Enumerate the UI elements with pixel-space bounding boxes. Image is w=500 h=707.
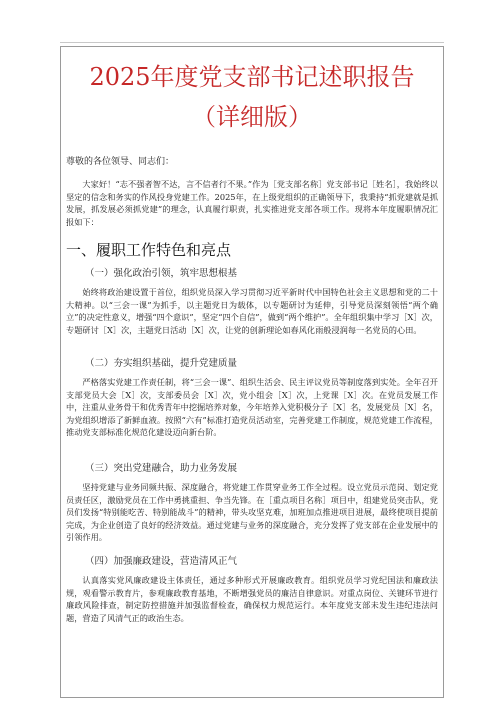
report-title: 2025年度党支部书记述职报告 [89,63,415,91]
subsection-text-3: 坚持党建与业务同频共振、深度融合，将党建工作贯穿业务工作全过程。设立党员示范岗、划定党员责任区，激励党员在工作中勇挑重担、争当先锋。在［重点项目名称］项目中，组建党员突击队，党员们发扬“特别能吃苦、特别能战斗”的精神，带头攻坚克难，加班加点推进项目进展，最终使项目提前完成，为企业创造了良好的经济效益。通过党建与业务的深度融合，充分发挥了党支部在企业发展中的引领作用。 [66,482,438,543]
subsection-text-4: 认真落实党风廉政建设主体责任，通过多种形式开展廉政教育。组织党员学习党纪国法和廉政法规，观看警示教育片，参观廉政教育基地，不断增强党员的廉洁自律意识。对重点岗位、关键环节进行廉政风险排查，制定防控措施并加强监督检查，确保权力规范运行。本年度党支部未发生违纪违法问题，营造了风清气正的政治生态。 [66,575,438,623]
section-heading-1: 一、履职工作特色和亮点 [66,241,232,259]
subsection-heading-4: （四）加强廉政建设，营造清风正气 [85,556,238,567]
intro-paragraph: 大家好！“志不强者智不达，言不信者行不果。”作为［党支部名称］党支部书记［姓名］，我始终以坚定的信念和务实的作风投身党建工作。2025年，在上级党组织的正确领导下，我秉持“抓党建就是抓发展，抓发展必须抓党建”的理念，认真履行职责，扎实推进党支部各项工作。现将本年度履职情况汇报如下： [66,179,438,227]
report-subtitle: （详细版） [192,103,312,131]
salutation: 尊敬的各位领导、同志们： [66,157,175,167]
subsection-heading-3: （三）突出党建融合，助力业务发展 [85,463,238,474]
subsection-text-2: 严格落实党建工作责任制，将“三会一课”、组织生活会、民主评议党员等制度落到实处。全年召开支部党员大会［X］次，支部委员会［X］次，党小组会［X］次，上党课［X］次。在党员发展工作中，注重从业务骨干和优秀青年中挖掘培养对象，今年培养入党积极分子［X］名，发展党员［X］名，为党组织增添了新鲜血液。按照“六有”标准打造党员活动室，完善党建工作制度，规范党建工作流程，推动党支部标准化规范化建设迈向新台阶。 [66,377,438,438]
subsection-heading-2: （二）夯实组织基础，提升党建质量 [85,358,238,369]
subsection-text-1: 始终将政治建设置于首位，组织党员深入学习贯彻习近平新时代中国特色社会主义思想和党的二十大精神。以“三会一课”为抓手，以主题党日为载体，以专题研讨为延伸，引导党员深刻领悟“两个确立”的决定性意义，增强“四个意识”，坚定“四个自信”，做到“两个维护”。全年组织集中学习［X］次，专题研讨［X］次，主题党日活动［X］次，让党的创新理论如春风化雨般浸润每一名党员的心田。 [66,287,438,335]
top-rule [60,42,444,43]
subsection-heading-1: （一）强化政治引领，筑牢思想根基 [85,268,238,279]
